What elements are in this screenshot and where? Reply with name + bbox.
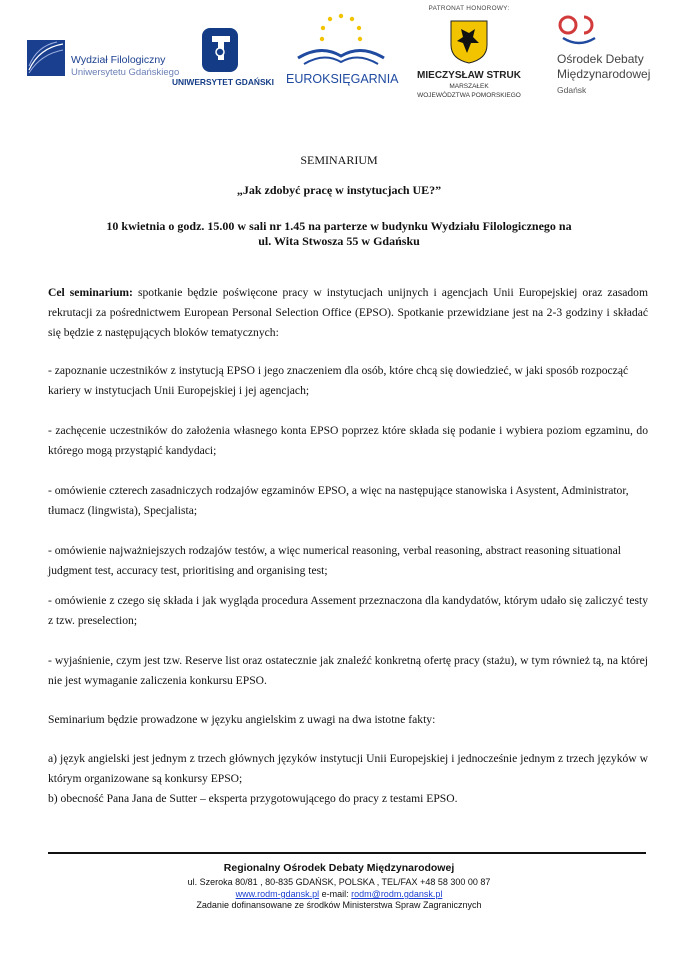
website-link[interactable]: www.rodm-gdansk.pl (235, 889, 320, 899)
list-item: - omówienie z czego się składa i jak wygląda procedura Assement przeznaczona dla kandydatów, którym udało się zaliczyć testy z tzw. preselection; (48, 594, 648, 627)
list-item: - zapoznanie uczestników z instytucją EPSO i jego znaczeniem dla osób, które chcą się dowiedzieć, w jaki sposób rozpocząć kariery w instytucjach Unii Europejskiej i jej agencjach; (48, 364, 629, 397)
intro-text: spotkanie będzie poświęcone pracy w instytucjach unijnych i agencjach Unii Europejskiej oraz zasadom rekrutacji za pośrednictwem European Personal Selection Office (EPSO). Spotkanie przewidziane jest na 2-3 godziny i składać się będzie z następujących bloków tematycznych: (48, 286, 648, 339)
odm-logo (555, 14, 665, 94)
fact-item: a) język angielski jest jednym z trzech głównych języków instytucji Unii Europejskiej i jednocześnie jednym z trzech języków w którym organizowane są konkursy EPSO; (48, 752, 648, 785)
list-item: - wyjaśnienie, czym jest tzw. Reserve list oraz ostatecznie jak znaleźć konkretną ofertę pracy (stażu), w tym również tą, na której nie jest wymaganie zaliczenia konkursu EPSO. (48, 654, 648, 687)
patron-role: MARSZAŁEK (449, 83, 489, 90)
list-item: - omówienie najważniejszych rodzajów testów, a więc numerical reasoning, verbal reasoning, abstract reasoning situational judgment test, accuracy test, prioritising and organising test; (48, 544, 621, 577)
odm-line2: Międzynarodowej (557, 67, 651, 81)
footer-address: ul. Szeroka 80/81 , 80-835 GDAŃSK, POLSKA , TEL/FAX +48 58 300 00 87 (187, 877, 491, 887)
wf-title: Wydział Filologiczny (71, 54, 166, 66)
wf-emblem-icon (27, 40, 65, 76)
patron-name: MIECZYSŁAW STRUK (417, 70, 521, 81)
footer-divider (48, 852, 646, 854)
seminar-title: „Jak zdobyć pracę w instytucjach UE?” (236, 183, 442, 197)
griffin-coat-of-arms-icon (449, 19, 489, 65)
ug-label: UNIWERSYTET GDAŃSKI (172, 77, 274, 87)
email-label: e-mail: (319, 889, 352, 899)
footer-contact (0, 889, 678, 899)
intro-label: Cel seminarium: (48, 286, 133, 299)
language-note: Seminarium będzie prowadzone w języku angielskim z uwagi na dwa istotne fakty: (48, 713, 436, 726)
odm-emblem-icon (557, 14, 601, 48)
list-item: - zachęcenie uczestników do założenia własnego konta EPSO poprzez które składa się podanie i wybiera poziom egzaminu, do którego mogą przystąpić kandydaci; (48, 424, 648, 457)
ug-crest-icon (172, 22, 268, 76)
logo-bar (0, 0, 678, 110)
seminar-date-line1: 10 kwietnia o godz. 15.00 w sali nr 1.45 na parterze w budynku Wydziału Filologicznego na (106, 219, 572, 233)
patron-region: WOJEWÓDZTWA POMORSKIEGO (417, 92, 521, 99)
euroksiegarnia-logo (286, 8, 399, 92)
eu-stars-book-icon (286, 8, 396, 70)
wf-subtitle: Uniwersytetu Gdańskiego (71, 67, 180, 78)
email-link[interactable]: rodm@rodm.gdansk.pl (351, 889, 443, 899)
list-item: - omówienie czterech zasadniczych rodzajów egzaminów EPSO, a więc na następujące stanowiska i Asystent, Administrator, tłumacz (lingwista), Specjalista; (48, 484, 629, 517)
seminar-date-line2: ul. Wita Stwosza 55 w Gdańsku (258, 234, 420, 248)
odm-city: Gdańsk (557, 85, 587, 95)
patron-header: PATRONAT HONOROWY: (428, 5, 510, 12)
footer-funding: Zadanie dofinansowane ze środków Ministerstwa Spraw Zagranicznych (196, 900, 482, 910)
patron-logo (404, 5, 534, 100)
odm-line1: Ośrodek Debaty (557, 52, 644, 66)
wydzial-filologiczny-logo (27, 38, 180, 88)
euro-label: EUROKSIĘGARNIA (286, 72, 399, 86)
seminar-kind: SEMINARIUM (300, 153, 378, 167)
fact-item: b) obecność Pana Jana de Sutter – eksperta przygotowującego do pracy z testami EPSO. (48, 792, 458, 805)
intro-paragraph (48, 283, 648, 343)
ug-logo (172, 22, 272, 92)
footer-org: Regionalny Ośrodek Debaty Międzynarodowej (223, 862, 455, 874)
